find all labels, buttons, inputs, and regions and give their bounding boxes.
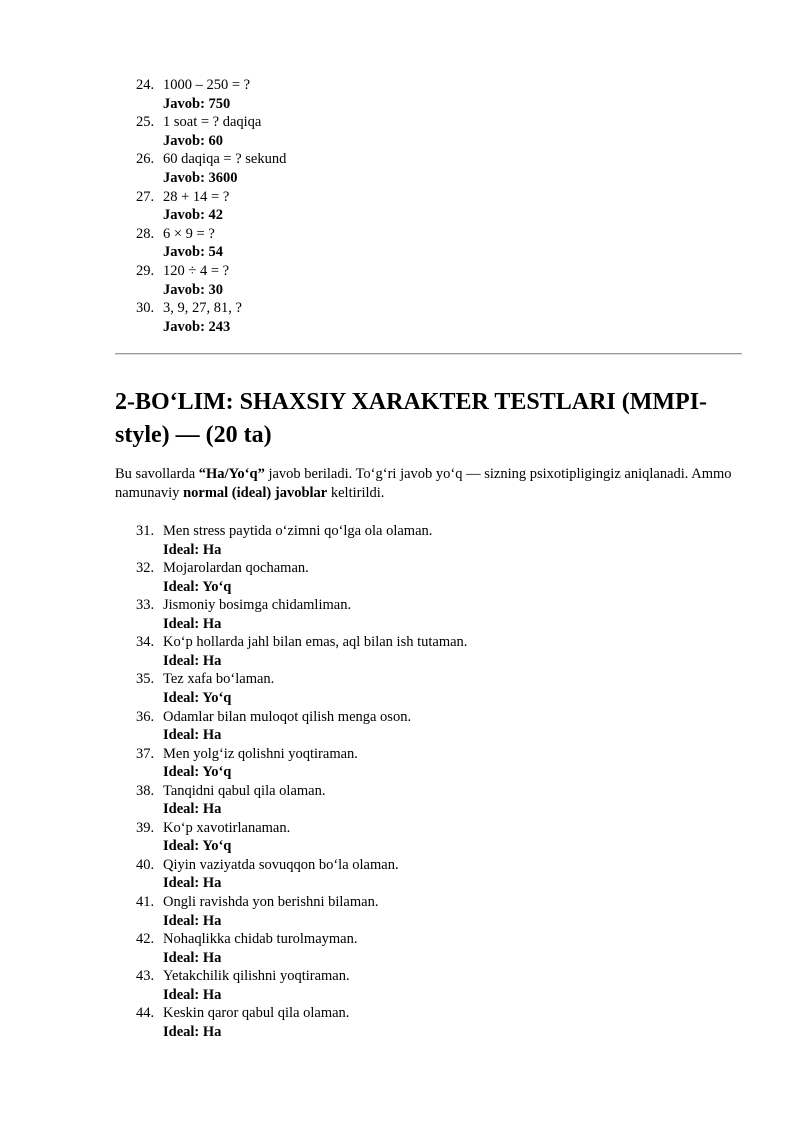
answer-label: Ideal: xyxy=(163,652,200,669)
question-number: 34. xyxy=(136,634,155,651)
question-text: Jismoniy bosimga chidamliman. xyxy=(163,597,352,614)
answer-label: Ideal: xyxy=(163,912,200,929)
question-item xyxy=(0,188,800,225)
question-text: Keskin qaror qabul qila olaman. xyxy=(163,1005,350,1022)
intro-bold-1: “Ha/Yo‘q” xyxy=(198,466,265,482)
question-text: Qiyin vaziyatda sovuqqon bo‘la olaman. xyxy=(163,856,399,873)
answer-line xyxy=(163,318,230,337)
question-number: 39. xyxy=(136,819,155,836)
answer-line xyxy=(163,541,221,560)
answer-value: 243 xyxy=(208,318,231,335)
question-number: 43. xyxy=(136,968,155,985)
question-text: Men stress paytida o‘zimni qo‘lga ola olaman. xyxy=(163,523,433,539)
question-number: 31. xyxy=(136,523,155,539)
question-number: 32. xyxy=(136,560,155,577)
question-item xyxy=(0,819,800,856)
answer-value: 54 xyxy=(208,244,224,261)
question-text: 1000 – 250 = ? xyxy=(163,77,251,93)
question-number: 26. xyxy=(136,151,155,168)
question-text: 6 × 9 = ? xyxy=(163,225,215,242)
answer-label: Ideal: xyxy=(163,541,200,558)
answer-value: 42 xyxy=(208,207,224,224)
section2-heading: 2-BO‘LIM: SHAXSIY XARAKTER TESTLARI (MMPI-style) — (20 ta) xyxy=(115,389,708,448)
answer-line xyxy=(163,689,231,708)
answer-line xyxy=(163,1023,221,1042)
question-item xyxy=(0,76,800,113)
question-text: Ongli ravishda yon berishni bilaman. xyxy=(163,894,379,910)
answer-label: Javob: xyxy=(163,169,205,186)
question-item xyxy=(0,1004,800,1041)
question-item xyxy=(0,559,800,596)
question-item xyxy=(0,596,800,633)
answer-value: Yo‘q xyxy=(202,764,232,781)
answer-label: Ideal: xyxy=(163,578,200,595)
question-item xyxy=(0,670,800,707)
question-item xyxy=(0,856,800,893)
question-number: 41. xyxy=(136,894,155,910)
question-item xyxy=(0,967,800,1004)
question-item xyxy=(0,930,800,967)
answer-line xyxy=(163,874,221,893)
answer-label: Ideal: xyxy=(163,986,200,1003)
question-text: 28 + 14 = ? xyxy=(163,188,230,205)
question-number: 40. xyxy=(136,856,155,873)
answer-label: Ideal: xyxy=(163,689,200,706)
answer-value: 3600 xyxy=(208,169,238,186)
answer-value: Yo‘q xyxy=(202,578,232,595)
answer-line xyxy=(163,986,221,1005)
question-text: Mojarolardan qochaman. xyxy=(163,560,309,577)
answer-value: Ha xyxy=(202,652,222,669)
answer-label: Javob: xyxy=(163,318,205,335)
answer-value: Ha xyxy=(202,1023,222,1040)
section2-intro xyxy=(115,465,735,503)
answer-line xyxy=(163,169,238,188)
question-number: 44. xyxy=(136,1005,155,1022)
answer-value: Ha xyxy=(202,986,222,1003)
intro-text-1: Bu savollarda xyxy=(115,466,199,482)
question-number: 33. xyxy=(136,597,155,614)
question-item xyxy=(0,745,800,782)
answer-line xyxy=(163,837,231,856)
question-number: 29. xyxy=(136,263,155,279)
answer-label: Javob: xyxy=(163,244,205,261)
answer-label: Ideal: xyxy=(163,1023,200,1040)
answer-line xyxy=(163,206,223,225)
answer-value: Ha xyxy=(202,615,222,632)
question-item xyxy=(0,708,800,745)
answer-value: Ha xyxy=(202,875,222,892)
question-number: 30. xyxy=(136,300,155,317)
answer-label: Ideal: xyxy=(163,727,200,744)
question-item xyxy=(0,782,800,819)
intro-text-3: keltirildi. xyxy=(327,485,385,501)
answer-line xyxy=(163,281,223,300)
answer-line xyxy=(163,615,221,634)
question-item xyxy=(0,150,800,187)
answer-line xyxy=(163,763,231,782)
answer-value: Yo‘q xyxy=(202,689,232,706)
answer-line xyxy=(163,578,231,597)
question-text: Ko‘p hollarda jahl bilan emas, aql bilan ish tutaman. xyxy=(163,634,468,651)
answer-value: Ha xyxy=(202,727,222,744)
answer-value: Yo‘q xyxy=(202,838,232,855)
answer-line xyxy=(163,243,223,262)
question-item xyxy=(0,299,800,336)
question-item xyxy=(0,225,800,262)
intro-text-2: javob beriladi. To‘g‘ri javob yo‘q — sizning psixotipligingiz aniqlanadi. Ammo namunaviy xyxy=(115,466,732,501)
question-text: Odamlar bilan muloqot qilish menga oson. xyxy=(163,708,412,725)
question-number: 27. xyxy=(136,188,155,205)
answer-value: Ha xyxy=(202,912,222,929)
answer-label: Ideal: xyxy=(163,949,200,966)
answer-value: Ha xyxy=(202,801,222,818)
answer-line xyxy=(163,132,223,151)
answer-line xyxy=(163,652,221,671)
question-item xyxy=(0,522,800,559)
question-number: 35. xyxy=(136,671,155,688)
answer-line xyxy=(163,912,221,931)
question-item xyxy=(0,113,800,150)
answer-line xyxy=(163,800,221,819)
question-item xyxy=(0,633,800,670)
question-text: 60 daqiqa = ? sekund xyxy=(163,151,287,168)
question-text: 1 soat = ? daqiqa xyxy=(163,114,262,131)
question-number: 36. xyxy=(136,708,155,725)
question-text: Ko‘p xavotirlanaman. xyxy=(163,819,291,836)
answer-value: 30 xyxy=(208,281,224,298)
answer-value: Ha xyxy=(202,949,222,966)
question-item xyxy=(0,893,800,930)
question-text: Nohaqlikka chidab turolmayman. xyxy=(163,931,358,948)
answer-label: Javob: xyxy=(163,281,205,298)
answer-label: Javob: xyxy=(163,95,205,112)
question-number: 24. xyxy=(136,77,155,93)
question-number: 25. xyxy=(136,114,155,131)
answer-label: Ideal: xyxy=(163,801,200,818)
question-text: 3, 9, 27, 81, ? xyxy=(163,300,242,317)
intro-bold-2: normal (ideal) javoblar xyxy=(183,485,328,501)
answer-value: Ha xyxy=(202,541,222,558)
answer-label: Ideal: xyxy=(163,838,200,855)
answer-line xyxy=(163,95,230,114)
question-text: 120 ÷ 4 = ? xyxy=(163,263,230,279)
answer-value: 60 xyxy=(208,132,224,149)
question-text: Tez xafa bo‘laman. xyxy=(163,671,275,688)
question-number: 42. xyxy=(136,931,155,948)
answer-line xyxy=(163,726,221,745)
answer-label: Javob: xyxy=(163,207,205,224)
question-text: Tanqidni qabul qila olaman. xyxy=(163,782,326,799)
question-number: 38. xyxy=(136,782,155,799)
question-number: 28. xyxy=(136,225,155,242)
answer-value: 750 xyxy=(208,95,231,112)
question-item xyxy=(0,262,800,299)
answer-label: Ideal: xyxy=(163,764,200,781)
question-text: Men yolg‘iz qolishni yoqtiraman. xyxy=(163,745,358,762)
question-text: Yetakchilik qilishni yoqtiraman. xyxy=(163,968,350,985)
section-divider xyxy=(115,353,742,355)
question-number: 37. xyxy=(136,745,155,762)
answer-label: Ideal: xyxy=(163,875,200,892)
answer-label: Ideal: xyxy=(163,615,200,632)
answer-line xyxy=(163,949,221,968)
answer-label: Javob: xyxy=(163,132,205,149)
